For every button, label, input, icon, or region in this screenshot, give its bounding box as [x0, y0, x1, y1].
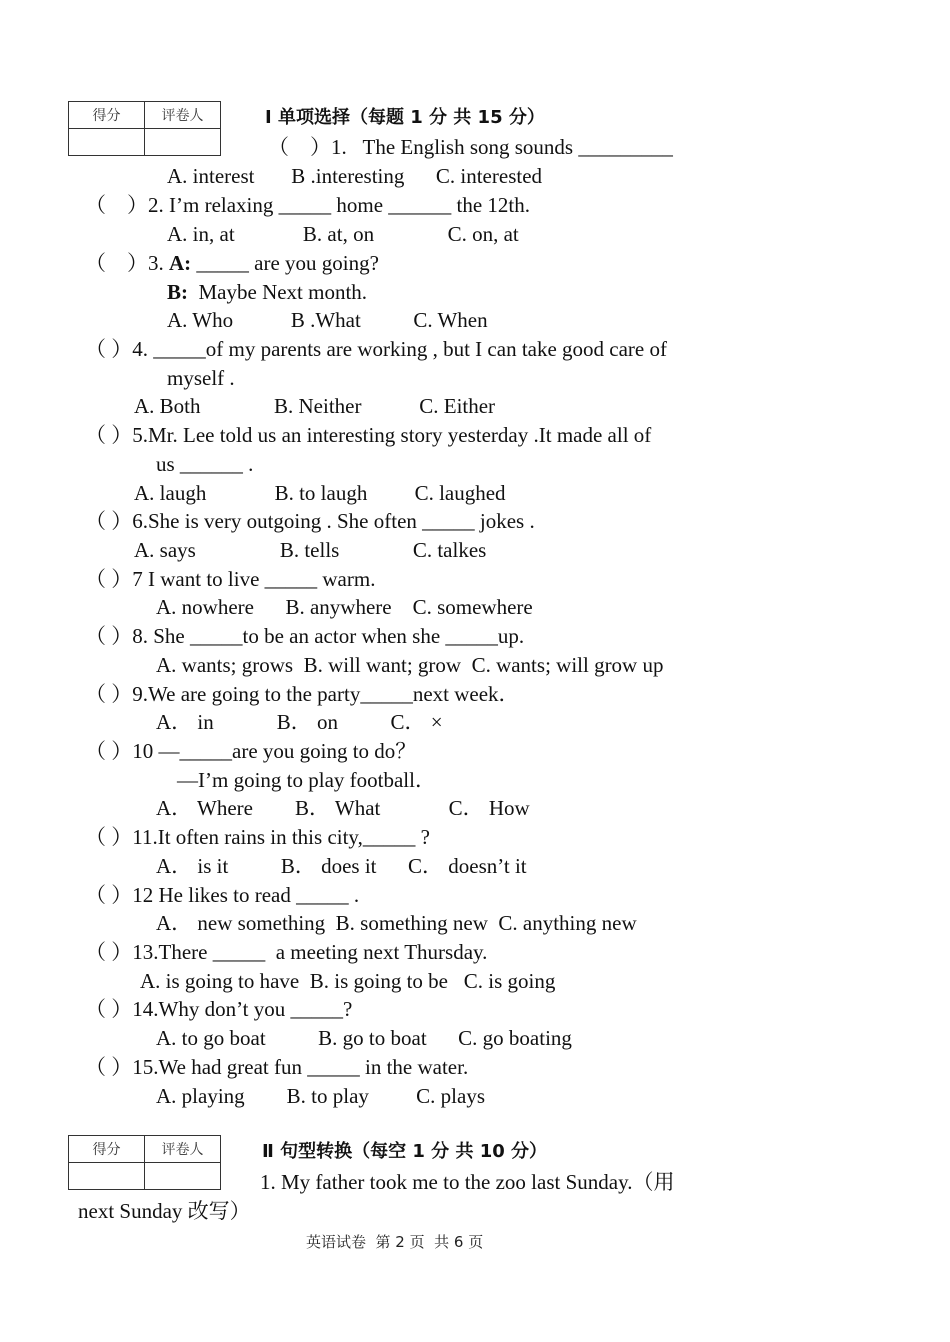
- q3-speaker-a: A:: [169, 251, 192, 275]
- q3-answer-text: Maybe Next month.: [188, 280, 368, 304]
- grader-label: 评卷人: [145, 1136, 221, 1163]
- score-label: 得分: [69, 1136, 145, 1163]
- q5-stem: （ ）5.Mr. Lee told us an interesting story yesterday .It made all of: [85, 423, 652, 447]
- q3-number: （ ）3.: [85, 251, 169, 275]
- q5-options: A. laugh B. to laugh C. laughed: [134, 481, 506, 505]
- section1-title: Ⅰ 单项选择（每题 1 分 共 15 分）: [265, 107, 545, 128]
- q13-options: A. is going to have B. is going to be C. is going: [140, 969, 556, 993]
- q3-answer: [167, 279, 367, 305]
- q14-options: A. to go boat B. go to boat C. go boating: [156, 1026, 572, 1050]
- q13-stem: （ ）13.There _____ a meeting next Thursday.: [85, 940, 488, 964]
- score-box-1: [68, 101, 221, 156]
- score-cell[interactable]: [69, 129, 145, 156]
- grader-cell[interactable]: [145, 1163, 221, 1190]
- grader-label: 评卷人: [145, 102, 221, 129]
- q6-stem: （ ）6.She is very outgoing . She often _____ jokes .: [85, 509, 535, 533]
- q10-stem: （ ）10 —_____are you going to do？: [85, 739, 417, 763]
- q14-stem: （ ）14.Why don’t you _____?: [85, 997, 353, 1021]
- q10-answer: —I’m going to play football．: [177, 768, 436, 792]
- q5-stem-cont: us ______ .: [156, 452, 254, 476]
- q7-options: A. nowhere B. anywhere C. somewhere: [156, 595, 533, 619]
- q11-stem: （ ）11.It often rains in this city,_____ ?: [85, 825, 430, 849]
- score-box-2: [68, 1135, 221, 1190]
- q12-options: A． new something B. something new C. anything new: [156, 911, 637, 935]
- q1-options: A. interest B .interesting C. interested: [167, 164, 543, 188]
- q1-stem: （ ）1. The English song sounds _________: [268, 135, 673, 159]
- page-footer: 英语试卷 第 2 页 共 6 页: [306, 1233, 484, 1251]
- q4-stem: （ ）4. _____of my parents are working , but I can take good care of: [85, 337, 667, 361]
- section2-title: Ⅱ 句型转换（每空 1 分 共 10 分）: [262, 1141, 548, 1162]
- score-label: 得分: [69, 102, 145, 129]
- q11-options: A． is it B． does it C． doesn’t it: [156, 854, 527, 878]
- q8-options: A. wants; grows B. will want; grow C. wants; will grow up: [156, 653, 664, 677]
- q3-speaker-b: B:: [167, 280, 188, 304]
- q12-stem: （ ）12 He likes to read _____ .: [85, 883, 360, 907]
- q8-stem: （ ）8. She _____to be an actor when she _____up.: [85, 624, 525, 648]
- q9-stem: （ ）9.We are going to the party_____next week．: [85, 682, 520, 706]
- q3-stem: [85, 250, 379, 276]
- grader-cell[interactable]: [145, 129, 221, 156]
- q4-stem-cont: myself .: [167, 366, 235, 390]
- q3-options: A. Who B .What C. When: [167, 308, 488, 332]
- q10-options: A． Where B． What C． How: [156, 796, 530, 820]
- score-cell[interactable]: [69, 1163, 145, 1190]
- q7-stem: （ ）7 I want to live _____ warm.: [85, 567, 376, 591]
- q6-options: A. says B. tells C. talkes: [134, 538, 487, 562]
- s2-q1-line2: next Sunday 改写）: [78, 1199, 251, 1223]
- q15-options: A. playing B. to play C. plays: [156, 1084, 485, 1108]
- q2-options: A. in, at B. at, on C. on, at: [167, 222, 519, 246]
- q15-stem: （ ）15.We had great fun _____ in the water.: [85, 1055, 469, 1079]
- q9-options: A． in B． on C． ×: [156, 710, 443, 734]
- q4-options: A. Both B. Neither C. Either: [134, 394, 496, 418]
- q3-question: _____ are you going?: [191, 251, 379, 275]
- s2-q1-line1: 1. My father took me to the zoo last Sunday.（用: [260, 1170, 675, 1194]
- q2-stem: （ ）2. I’m relaxing _____ home ______ the 12th.: [85, 193, 531, 217]
